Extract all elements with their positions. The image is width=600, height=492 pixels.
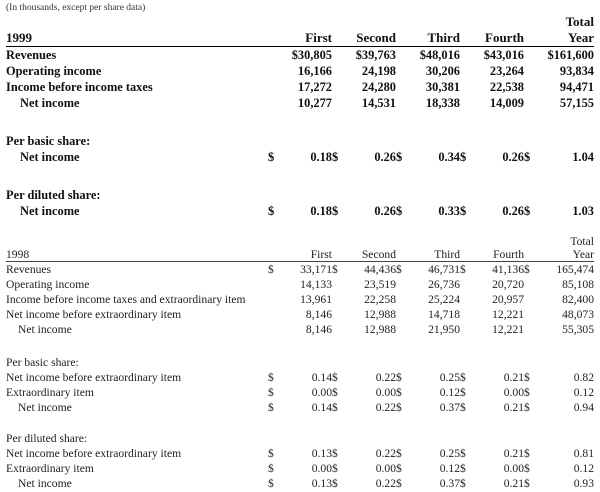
table-row — [6, 321, 594, 336]
section-header-row — [6, 133, 594, 149]
cell: 22,258 — [364, 293, 396, 306]
row-label: Net income — [18, 477, 72, 490]
row-label: Net income before extraordinary item — [6, 308, 182, 321]
total-label-1: Total — [570, 234, 594, 248]
dollar-sign: $ — [268, 263, 274, 276]
cell: 14,531 — [361, 95, 396, 110]
cell: 0.18 — [310, 149, 332, 164]
cell: 12,988 — [364, 308, 396, 321]
cell: 0.14 — [311, 371, 332, 384]
header-row — [6, 14, 594, 47]
cell: 0.00 — [311, 462, 332, 475]
dollar-sign: $ — [460, 371, 466, 384]
dollar-sign: $ — [268, 477, 274, 490]
cell: 46,731 — [428, 263, 460, 276]
row-label: Extraordinary item — [6, 386, 94, 399]
basic-share-header: Per basic share: — [6, 356, 79, 369]
row-label: Income before income taxes and extraordinary item — [6, 293, 246, 306]
table-row — [6, 475, 594, 490]
dollar-sign: $ — [396, 462, 402, 475]
dollar-sign: $ — [460, 263, 466, 276]
cell: 20,957 — [492, 293, 524, 306]
cell: 8,146 — [305, 308, 332, 321]
dollar-sign: $ — [396, 386, 402, 399]
table-row — [6, 95, 594, 111]
cell: 0.14 — [311, 401, 332, 414]
row-label: Net income — [18, 323, 72, 336]
cell: 48,073 — [562, 308, 594, 321]
row-label: Operating income — [6, 63, 102, 78]
row-label: Net income — [20, 149, 80, 164]
table-row — [6, 306, 594, 321]
cell: 20,720 — [492, 278, 524, 291]
dollar-sign: $ — [268, 447, 274, 460]
dollar-sign: $ — [460, 447, 466, 460]
cell: 0.21 — [503, 447, 524, 460]
cell: 93,834 — [559, 63, 594, 78]
table-1999 — [6, 14, 594, 219]
section-header-row — [6, 187, 594, 203]
dollar-sign: $ — [396, 371, 402, 384]
table-row — [6, 261, 594, 276]
cell: 33,171 — [300, 263, 332, 276]
table-1998 — [6, 229, 594, 490]
cell: 44,436 — [364, 263, 396, 276]
cell: 8,146 — [305, 323, 332, 336]
col-third: Third — [396, 14, 460, 47]
cell: 0.34 — [438, 149, 460, 164]
cell: $30,805 — [291, 47, 332, 62]
cell: 0.21 — [503, 371, 524, 384]
units-note: (In thousands, except per share data) — [6, 3, 146, 13]
col-first: First — [268, 14, 332, 47]
dollar-sign: $ — [524, 386, 530, 399]
dollar-sign: $ — [332, 203, 339, 218]
total-label-1: Total — [565, 14, 594, 29]
cell: 0.22 — [375, 477, 396, 490]
row-label: Operating income — [6, 278, 90, 291]
cell: 1.04 — [572, 149, 594, 164]
table-row — [6, 276, 594, 291]
cell: 23,264 — [489, 63, 524, 78]
cell: 0.37 — [439, 477, 460, 490]
cell: 0.82 — [573, 371, 594, 384]
cell: 12,221 — [492, 323, 524, 336]
cell: 21,950 — [428, 323, 460, 336]
table-row — [6, 203, 594, 219]
cell: 0.22 — [375, 371, 396, 384]
row-label: Net income — [18, 401, 72, 414]
dollar-sign: $ — [332, 263, 338, 276]
total-label-2: Year — [572, 247, 594, 261]
dollar-sign: $ — [268, 149, 275, 164]
cell: 55,305 — [562, 323, 594, 336]
cell: 17,272 — [297, 79, 332, 94]
dollar-sign: $ — [524, 447, 530, 460]
cell: 16,166 — [297, 63, 332, 78]
dollar-sign: $ — [396, 203, 403, 218]
cell: 22,538 — [489, 79, 524, 94]
cell: 0.26 — [374, 149, 396, 164]
cell: 0.00 — [375, 386, 396, 399]
basic-share-header: Per basic share: — [6, 133, 91, 148]
cell: 82,400 — [562, 293, 594, 306]
row-label: Net income — [20, 203, 80, 218]
dollar-sign: $ — [396, 447, 402, 460]
dollar-sign: $ — [332, 447, 338, 460]
cell: 30,381 — [425, 79, 460, 94]
cell: 0.00 — [375, 462, 396, 475]
table-row — [6, 399, 594, 414]
cell: 24,198 — [361, 63, 396, 78]
cell: 0.18 — [310, 203, 332, 218]
cell: 0.12 — [573, 386, 594, 399]
row-label: Income before income taxes — [6, 79, 153, 94]
col-fourth: Fourth — [460, 229, 524, 261]
table-row — [6, 291, 594, 306]
cell: 0.13 — [311, 477, 332, 490]
cell: 14,718 — [428, 308, 460, 321]
cell: $48,016 — [419, 47, 460, 62]
dollar-sign: $ — [460, 386, 466, 399]
cell: $43,016 — [483, 47, 524, 62]
col-total — [524, 229, 594, 261]
row-label: Extraordinary item — [6, 462, 94, 475]
dollar-sign: $ — [460, 203, 467, 218]
dollar-sign: $ — [396, 401, 402, 414]
header-row — [6, 229, 594, 261]
diluted-share-header: Per diluted share: — [6, 432, 88, 445]
total-label-2: Year — [568, 30, 594, 45]
dollar-sign: $ — [460, 401, 466, 414]
dollar-sign: $ — [460, 477, 466, 490]
cell: 165,474 — [556, 263, 594, 276]
cell: 94,471 — [559, 79, 594, 94]
dollar-sign: $ — [524, 401, 530, 414]
dollar-sign: $ — [332, 386, 338, 399]
cell: 13,961 — [300, 293, 332, 306]
cell: 0.94 — [573, 401, 594, 414]
col-third: Third — [396, 229, 460, 261]
dollar-sign: $ — [524, 477, 530, 490]
dollar-sign: $ — [332, 149, 339, 164]
cell: 0.21 — [503, 477, 524, 490]
diluted-share-header: Per diluted share: — [6, 187, 101, 202]
col-first: First — [268, 229, 332, 261]
row-label: Revenues — [6, 263, 52, 276]
dollar-sign: $ — [332, 401, 338, 414]
dollar-sign: $ — [396, 149, 403, 164]
cell: 24,280 — [361, 79, 396, 94]
cell: 18,338 — [425, 95, 460, 110]
dollar-sign: $ — [524, 149, 531, 164]
dollar-sign: $ — [396, 263, 402, 276]
cell: 10,277 — [297, 95, 332, 110]
cell: 0.22 — [375, 401, 396, 414]
cell: 0.25 — [439, 371, 460, 384]
table-row — [6, 445, 594, 460]
dollar-sign: $ — [460, 462, 466, 475]
cell: 0.00 — [311, 386, 332, 399]
cell: 41,136 — [492, 263, 524, 276]
dollar-sign: $ — [524, 462, 530, 475]
dollar-sign: $ — [524, 263, 530, 276]
section-header-row — [6, 354, 594, 369]
dollar-sign: $ — [524, 371, 530, 384]
cell: 0.93 — [573, 477, 594, 490]
dollar-sign: $ — [332, 477, 338, 490]
cell: 14,133 — [300, 278, 332, 291]
table-row — [6, 460, 594, 475]
row-label: Net income before extraordinary item — [6, 447, 182, 460]
cell: 0.33 — [438, 203, 460, 218]
cell: 0.12 — [439, 386, 460, 399]
cell: 0.37 — [439, 401, 460, 414]
cell: 0.13 — [311, 447, 332, 460]
cell: 23,519 — [364, 278, 396, 291]
cell: 0.22 — [375, 447, 396, 460]
cell: 57,155 — [559, 95, 594, 110]
dollar-sign: $ — [524, 203, 531, 218]
section-header-row — [6, 430, 594, 445]
cell: 26,736 — [428, 278, 460, 291]
cell: 0.25 — [439, 447, 460, 460]
dollar-sign: $ — [268, 203, 275, 218]
table-row — [6, 47, 594, 63]
row-label: Net income — [20, 95, 80, 110]
year-label: 1998 — [6, 229, 268, 261]
table-row — [6, 79, 594, 95]
cell: 0.00 — [503, 462, 524, 475]
cell: 85,108 — [562, 278, 594, 291]
dollar-sign: $ — [332, 371, 338, 384]
dollar-sign: $ — [268, 401, 274, 414]
col-fourth: Fourth — [460, 14, 524, 47]
table-row — [6, 369, 594, 384]
cell: $161,600 — [547, 47, 594, 62]
dollar-sign: $ — [396, 477, 402, 490]
cell: 0.26 — [374, 203, 396, 218]
table-row — [6, 384, 594, 399]
table-row — [6, 149, 594, 165]
cell: 12,221 — [492, 308, 524, 321]
cell: 0.81 — [573, 447, 594, 460]
cell: 0.00 — [503, 386, 524, 399]
row-label: Revenues — [6, 47, 57, 62]
cell: $39,763 — [355, 47, 396, 62]
cell: 12,988 — [364, 323, 396, 336]
dollar-sign: $ — [332, 462, 338, 475]
year-label: 1999 — [6, 14, 268, 47]
cell: 14,009 — [489, 95, 524, 110]
cell: 0.26 — [502, 149, 524, 164]
dollar-sign: $ — [268, 371, 274, 384]
cell: 0.21 — [503, 401, 524, 414]
dollar-sign: $ — [268, 386, 274, 399]
col-total — [524, 14, 594, 47]
cell: 0.12 — [573, 462, 594, 475]
cell: 25,224 — [428, 293, 460, 306]
cell: 30,206 — [425, 63, 460, 78]
cell: 1.03 — [572, 203, 594, 218]
col-second: Second — [332, 229, 396, 261]
dollar-sign: $ — [268, 462, 274, 475]
row-label: Net income before extraordinary item — [6, 371, 182, 384]
cell: 0.26 — [502, 203, 524, 218]
cell: 0.12 — [439, 462, 460, 475]
table-row — [6, 63, 594, 79]
dollar-sign: $ — [460, 149, 467, 164]
col-second: Second — [332, 14, 396, 47]
